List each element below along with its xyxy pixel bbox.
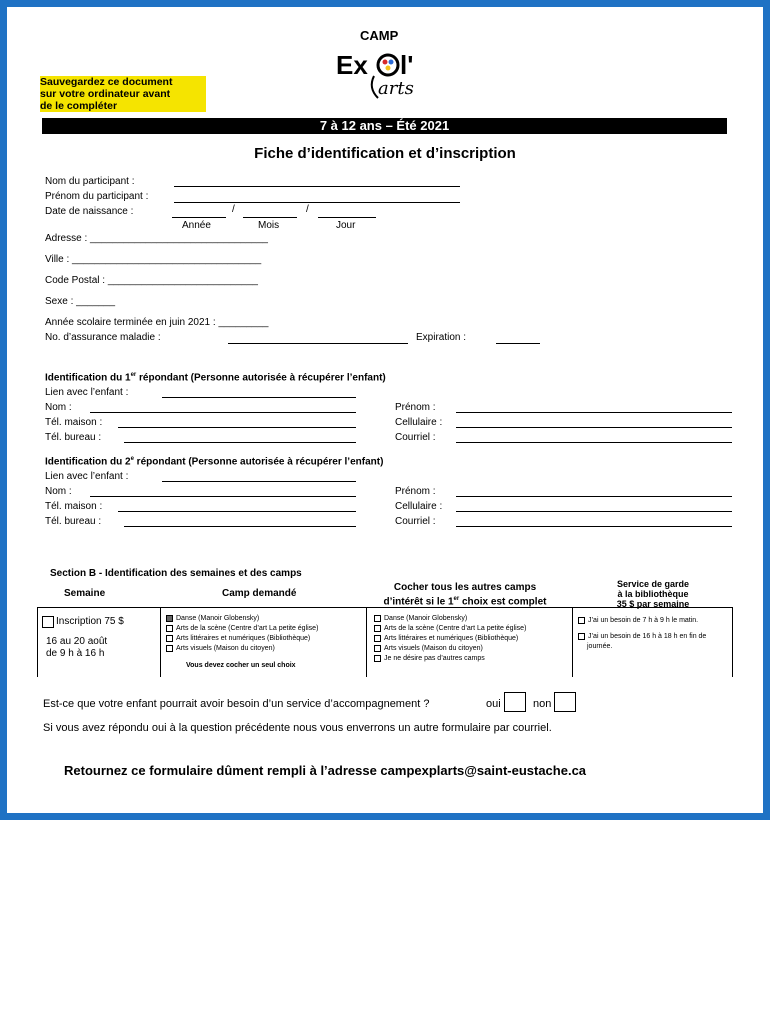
col-garde-1: Service de garde [616,579,690,589]
camp-option-scene[interactable]: Arts de la scène (Centre d’art La petite église) [166,624,318,634]
r2-tel-maison-label: Tél. maison : [45,501,103,512]
r2-nom-label: Nom : [45,486,72,497]
autre-option-danse[interactable]: Danse (Manoir Globensky) [374,614,526,624]
r2-prenom-label: Prénom : [395,486,436,497]
camp-note: Vous devez cocher un seul choix [186,662,296,669]
col-camp: Camp demandé [222,588,297,599]
r1-courriel-field[interactable] [456,442,732,443]
r2-tel-maison-field[interactable] [118,511,356,512]
r1-cellulaire-field[interactable] [456,427,732,428]
garde-options [578,616,728,652]
expiration-label: Expiration : [416,332,467,343]
r2-courriel-field[interactable] [456,526,732,527]
checkbox-icon[interactable] [374,635,381,642]
oui-checkbox[interactable] [504,692,526,712]
form-title: Fiche d’identification et d’inscription [254,145,516,162]
r2-cellulaire-label: Cellulaire : [395,501,443,512]
checkbox-icon[interactable] [374,615,381,622]
sexe-field[interactable]: Sexe : _______ [45,296,116,307]
garde-option-soir[interactable]: J’ai un besoin de 16 h à 18 h en fin de journée. [578,632,728,652]
prenom-label: Prénom du participant : [45,191,149,202]
r1-lien-field[interactable] [162,397,356,398]
annee-label: Année [182,220,211,231]
autre-option-scene[interactable]: Arts de la scène (Centre d’art La petite église) [374,624,526,634]
dob-month-field[interactable] [243,217,297,218]
autres-options [374,614,526,664]
table-right-border [732,607,733,677]
autre-option-litteraires[interactable]: Arts littéraires et numériques (Bibliothèque) [374,634,526,644]
camp-option-visuels[interactable]: Arts visuels (Maison du citoyen) [166,644,318,654]
checkbox-icon[interactable] [374,625,381,632]
camp-label: CAMP [360,28,399,43]
section-b-title: Section B - Identification des semaines et des camps [50,568,302,579]
checkbox-icon[interactable] [166,645,173,652]
table-divider-2 [366,607,367,677]
ville-field[interactable]: Ville : __________________________________ [45,254,262,265]
accompagnement-note: Si vous avez répondu oui à la question précédente nous vous enverrons un autre formulaire par courriel. [43,722,552,734]
annee-scolaire-field[interactable]: Année scolaire terminée en juin 2021 : _________ [45,317,269,328]
oui-label: oui [486,698,501,710]
inscription-label: Inscription 75 $ [56,616,124,627]
nom-label: Nom du participant : [45,176,135,187]
dob-sep-1: / [232,204,235,215]
save-note: Sauvegardez ce document sur votre ordinateur avant de le compléter [40,76,206,112]
r1-tel-maison-field[interactable] [118,427,356,428]
r2-tel-bureau-label: Tél. bureau : [45,516,102,527]
assurance-field[interactable] [228,343,408,344]
checkbox-icon[interactable] [166,625,173,632]
camp-option-danse[interactable]: Danse (Manoir Globensky) [166,614,318,624]
col-garde-3: 35 $ par semaine [616,599,690,609]
inscription-checkbox[interactable] [42,616,54,628]
dob-sep-2: / [306,204,309,215]
checkbox-icon[interactable] [166,615,173,622]
r1-cellulaire-label: Cellulaire : [395,417,443,428]
logo-graphic [334,46,444,102]
prenom-field[interactable] [174,202,460,203]
r1-tel-maison-label: Tél. maison : [45,417,103,428]
code-postal-field[interactable]: Code Postal : ___________________________ [45,275,258,286]
adresse-field[interactable]: Adresse : ________________________________ [45,233,268,244]
col-garde-2: à la bibliothèque [617,589,689,599]
svg-text:Ex: Ex [336,50,368,80]
dates-line-1: 16 au 20 août [46,636,108,647]
dates-line-2: de 9 h à 16 h [46,648,105,659]
col-autres-1: Cocher tous les autres camps [393,582,537,593]
accompagnement-question: Est-ce que votre enfant pourrait avoir besoin d’un service d’accompagnement ? [43,698,430,710]
r2-lien-label: Lien avec l’enfant : [45,471,129,482]
non-label: non [533,698,552,710]
jour-label: Jour [336,220,356,231]
r1-courriel-label: Courriel : [395,432,436,443]
col-autres-2: d’intérêt si le 1er choix est complet [383,596,547,608]
camp-options [166,614,318,654]
r1-tel-bureau-field[interactable] [124,442,356,443]
autre-option-aucun[interactable]: Je ne désire pas d’autres camps [374,654,526,664]
r1-tel-bureau-label: Tél. bureau : [45,432,102,443]
autre-option-visuels[interactable]: Arts visuels (Maison du citoyen) [374,644,526,654]
garde-option-matin[interactable]: J’ai un besoin de 7 h à 9 h le matin. [578,616,728,626]
repondant2-title: Identification du 2e répondant (Personne autorisée à récupérer l’enfant) [45,456,384,468]
expiration-field[interactable] [496,343,540,344]
r2-prenom-field[interactable] [456,496,732,497]
camp-option-litteraires[interactable]: Arts littéraires et numériques (Bibliothèque) [166,634,318,644]
dob-year-field[interactable] [172,217,226,218]
non-checkbox[interactable] [554,692,576,712]
age-banner: 7 à 12 ans – Été 2021 [42,118,727,134]
table-divider-3 [572,607,573,677]
checkbox-icon[interactable] [166,635,173,642]
table-divider-1 [160,607,161,677]
logo [334,46,444,102]
table-left-border [37,607,38,677]
r2-lien-field[interactable] [162,481,356,482]
r1-nom-field[interactable] [90,412,356,413]
r2-cellulaire-field[interactable] [456,511,732,512]
svg-text:arts: arts [378,78,414,99]
r1-prenom-label: Prénom : [395,402,436,413]
r2-nom-field[interactable] [90,496,356,497]
checkbox-icon[interactable] [374,645,381,652]
r2-courriel-label: Courriel : [395,516,436,527]
repondant1-title: Identification du 1er répondant (Personne autorisée à récupérer l’enfant) [45,372,386,384]
r1-lien-label: Lien avec l’enfant : [45,387,129,398]
mois-label: Mois [258,220,280,231]
r2-tel-bureau-field[interactable] [124,526,356,527]
assurance-label: No. d’assurance maladie : [45,332,161,343]
svg-text:l': l' [400,50,414,80]
r1-prenom-field[interactable] [456,412,732,413]
checkbox-icon[interactable] [578,633,585,640]
r1-nom-label: Nom : [45,402,72,413]
col-semaine: Semaine [64,588,106,599]
checkbox-icon[interactable] [578,617,585,624]
dob-day-field[interactable] [318,217,376,218]
checkbox-icon[interactable] [374,655,381,662]
return-instruction: Retournez ce formulaire dûment rempli à l’adresse campexplarts@saint-eustache.ca [64,763,587,778]
nom-field[interactable] [174,186,460,187]
dob-label: Date de naissance : [45,206,134,217]
